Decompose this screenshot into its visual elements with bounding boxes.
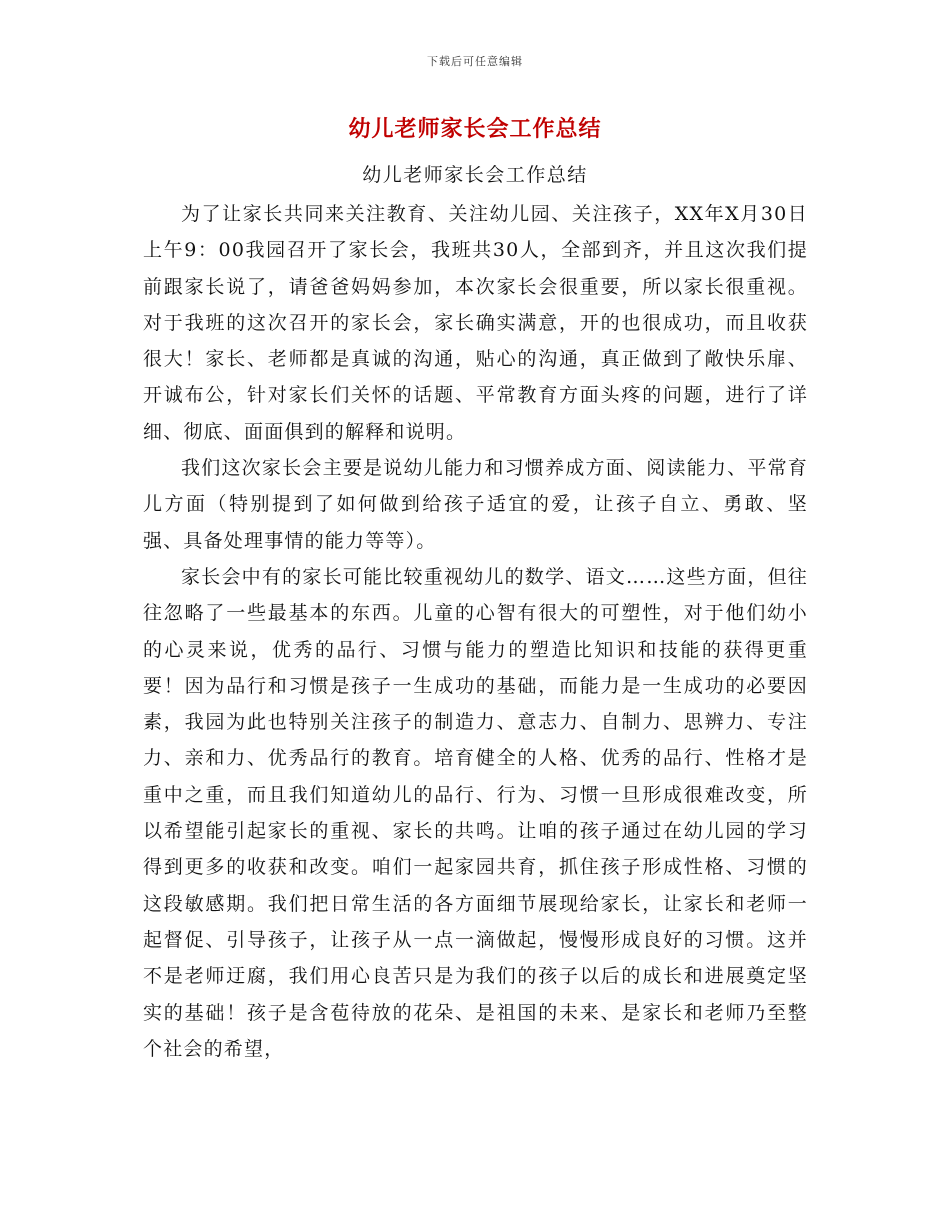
header-note: 下载后可任意编辑 [427, 55, 523, 68]
document-title: 幼儿老师家长会工作总结 [348, 117, 602, 142]
paragraph: 我们这次家长会主要是说幼儿能力和习惯养成方面、阅读能力、平常育儿方面（特别提到了如何做到给孩子适宜的爱，让孩子自立、勇敢、坚强、具备处理事情的能力等等）。 [143, 457, 808, 552]
document-subtitle: 幼儿老师家长会工作总结 [362, 164, 588, 186]
paragraph: 为了让家长共同来关注教育、关注幼儿园、关注孩子，XX年X月30日上午9：00我园召开了家长会，我班共30人，全部到齐，并且这次我们提前跟家长说了，请爸爸妈妈参加，本次家长会很重要，所以家长很重视。对于我班的这次召开的家长会，家长确实满意，开的也很成功，而且收获很大！家长、老师都是真诚的沟通，贴心的沟通，真正做到了敞快乐扉、开诚布公，针对家长们关怀的话题、平常教育方面头疼的问题，进行了详细、彻底、面面俱到的解释和说明。 [143, 203, 808, 443]
paragraph: 家长会中有的家长可能比较重视幼儿的数学、语文……这些方面，但往往忽略了一些最基本的东西。儿童的心智有很大的可塑性，对于他们幼小的心灵来说，优秀的品行、习惯与能力的塑造比知识和技能的获得更重要！因为品行和习惯是孩子一生成功的基础，而能力是一生成功的必要因素，我园为此也特别关注孩子的制造力、意志力、自制力、思辨力、专注力、亲和力、优秀品行的教育。培育健全的人格、优秀的品行、性格才是重中之重，而且我们知道幼儿的品行、行为、习惯一旦形成很难改变，所以希望能引起家长的重视、家长的共鸣。让咱的孩子通过在幼儿园的学习得到更多的收获和改变。咱们一起家园共育，抓住孩子形成性格、习惯的这段敏感期。我们把日常生活的各方面细节展现给家长，让家长和老师一起督促、引导孩子，让孩子从一点一滴做起，慢慢形成良好的习惯。这并不是老师迂腐，我们用心良苦只是为我们的孩子以后的成长和进展奠定坚实的基础！孩子是含苞待放的花朵、是祖国的未来、是家长和老师乃至整个社会的希望， [143, 565, 808, 1060]
document-body [143, 196, 808, 1067]
